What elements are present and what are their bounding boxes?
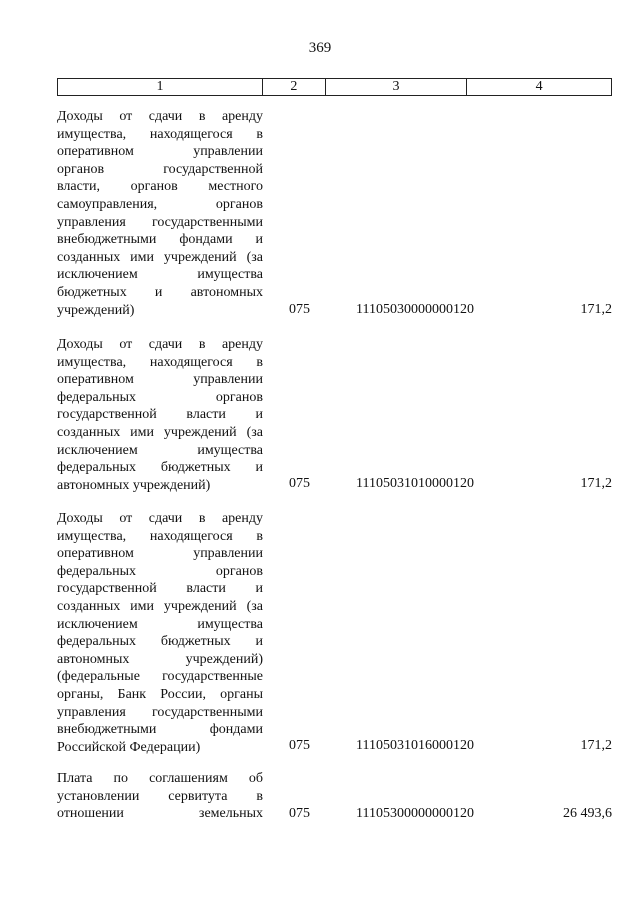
amount: 171,2 (580, 302, 612, 317)
amount: 26 493,6 (563, 806, 612, 821)
description-line: федеральных бюджетных и (57, 634, 263, 650)
budget-code: 11105300000000120 (356, 806, 474, 821)
description-line: учреждений) (57, 302, 135, 318)
description-line: федеральных органов (57, 389, 263, 405)
admin-code: 075 (289, 738, 310, 753)
description-line: установлении сервитута в (57, 788, 263, 804)
description-line: исключением имущества (57, 267, 263, 283)
description-line: исключением имущества (57, 442, 263, 458)
description-line: бюджетных и автономных (57, 284, 263, 300)
description-line: оперативном управлении (57, 546, 263, 562)
amount: 171,2 (580, 476, 612, 491)
budget-code: 11105031010000120 (356, 476, 474, 491)
description-line: оперативном управлении (57, 144, 263, 160)
admin-code: 075 (289, 806, 310, 821)
column-header-3: 3 (325, 79, 467, 96)
description-line: Российской Федерации) (57, 739, 201, 755)
description-line: автономных учреждений) (57, 477, 211, 493)
description-line: Плата по соглашениям об (57, 771, 263, 786)
description-line: власти, органов местного (57, 179, 263, 195)
page-number: 369 (308, 40, 332, 56)
description-line: государственной власти и (57, 407, 263, 423)
admin-code: 075 (289, 476, 310, 491)
budget-code: 11105031016000120 (356, 738, 474, 753)
budget-code: 11105030000000120 (356, 302, 474, 317)
description-line: имущества, находящегося в (57, 354, 263, 370)
column-header-4: 4 (467, 79, 612, 96)
column-header-table (57, 78, 612, 96)
description-line: созданных ими учреждений (за (57, 249, 263, 265)
description-line: Доходы от сдачи в аренду (57, 511, 263, 526)
description-line: Доходы от сдачи в аренду (57, 337, 263, 352)
description-line: исключением имущества (57, 616, 263, 632)
column-header-2: 2 (263, 79, 325, 96)
row-description (57, 336, 263, 494)
row-description (57, 770, 263, 823)
description-line: управления государственными (57, 214, 263, 230)
description-line: внебюджетными фондами и (57, 232, 263, 248)
column-header-1: 1 (58, 79, 263, 96)
description-line: отношении земельных (57, 806, 263, 822)
row-description (57, 510, 263, 756)
description-line: (федеральные государственные (57, 669, 263, 685)
description-line: самоуправления, органов (57, 196, 263, 212)
row-description (57, 108, 263, 319)
description-line: управления государственными (57, 704, 263, 720)
description-line: имущества, находящегося в (57, 528, 263, 544)
description-line: оперативном управлении (57, 372, 263, 388)
description-line: органов государственной (57, 161, 263, 177)
description-line: федеральных бюджетных и (57, 460, 263, 476)
description-line: имущества, находящегося в (57, 126, 263, 142)
description-line: внебюджетными фондами (57, 722, 263, 738)
description-line: автономных учреждений) (57, 651, 263, 667)
description-line: созданных ими учреждений (за (57, 598, 263, 614)
description-line: органы, Банк России, органы (57, 686, 263, 702)
description-line: федеральных органов (57, 563, 263, 579)
admin-code: 075 (289, 302, 310, 317)
description-line: государственной власти и (57, 581, 263, 597)
description-line: созданных ими учреждений (за (57, 424, 263, 440)
description-line: Доходы от сдачи в аренду (57, 109, 263, 124)
amount: 171,2 (580, 738, 612, 753)
